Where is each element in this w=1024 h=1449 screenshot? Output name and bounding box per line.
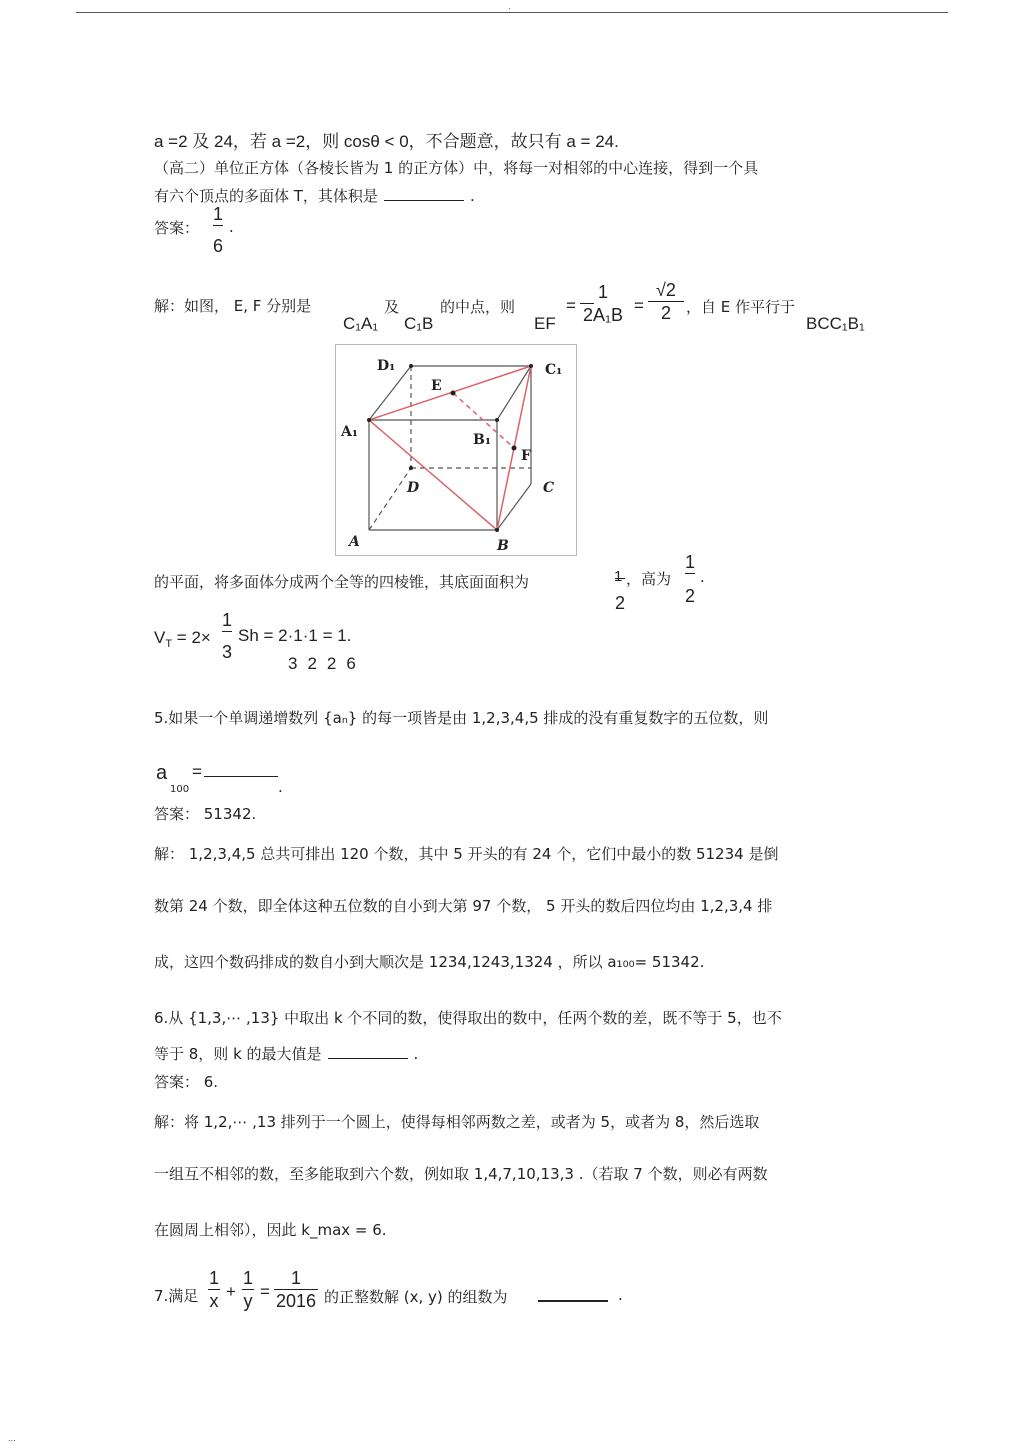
solution-6-c: 在圆周上相邻），因此 k_max = 6.: [154, 1221, 387, 1239]
label-a: A: [349, 534, 360, 550]
point-d1: [409, 364, 413, 368]
fraction-numerator: 1: [242, 1268, 253, 1288]
volume-denominators: 3226: [288, 654, 366, 673]
solution-6-b: 一组互不相邻的数，至多能取到六个数，例如取 1,4,7,10,13,3 .（若取 7 个数，则必有两数: [154, 1165, 768, 1183]
fraction-numerator: 1: [597, 282, 608, 302]
fraction-bar: [685, 573, 695, 574]
label-c: C: [543, 480, 555, 496]
fraction-bar: [222, 631, 232, 632]
header-dot: .: [508, 2, 511, 12]
blank-period: .: [278, 778, 283, 796]
fraction-sqrt2-over-2: [648, 280, 684, 323]
solution-5-b: 数第 24 个数，即全体这种五位数的自小到大第 97 个数， 5 开头的数后四位均由 1,2,3,4 排: [154, 897, 773, 915]
height-label: ，高为: [626, 570, 672, 588]
answer-4-fraction: [208, 204, 228, 256]
fraction-denominator: y: [243, 1291, 253, 1311]
fraction-denominator: 2: [684, 586, 695, 606]
label-e: E: [431, 378, 442, 394]
solution-6-a: 解：将 1,2,⋯ ,13 排列于一个圆上，使得每相邻两数之差，或者为 5，或者为 8，然后选取: [154, 1113, 760, 1131]
volume-label: $V_T = 2\times$: [154, 628, 211, 650]
answer-blank-7: [538, 1286, 608, 1302]
fraction-bar: [274, 1289, 318, 1290]
equals-2: =: [634, 296, 644, 315]
point-b1: [495, 418, 499, 422]
fraction-1-over-2016: [274, 1268, 318, 1311]
label-f: F: [521, 448, 531, 464]
solution-line-1: a =2 及 24，若 a =2，则 cosθ < 0，不合题意，故只有 a = 24.: [154, 132, 619, 151]
fraction-bar: [213, 225, 223, 226]
edge-a1d1: [369, 366, 411, 420]
base-area-numerator: 1: [614, 568, 623, 585]
problem-6-text-2a: 等于 8，则 k 的最大值是: [154, 1045, 322, 1063]
fraction-one-third: [216, 610, 238, 662]
point-c1: [529, 364, 533, 368]
answer-blank: [384, 186, 464, 201]
fraction-height: [680, 552, 700, 606]
label-d1: D₁: [377, 358, 396, 374]
fraction-denominator: 2: [660, 303, 671, 323]
answer-5: 答案： 51342.: [154, 805, 257, 823]
fraction-1-over-y: [238, 1268, 258, 1311]
point-b: [495, 528, 499, 532]
plus-sign: +: [226, 1282, 236, 1301]
figure-border: [336, 345, 577, 556]
height-period: .: [700, 568, 705, 586]
header-rule: [76, 12, 948, 13]
answer-blank-5: [204, 762, 278, 777]
label-d: D: [407, 480, 420, 496]
fraction-1-over-x: [204, 1268, 224, 1311]
fraction-numerator: 1: [684, 552, 695, 572]
fraction-bar: [580, 303, 594, 304]
solution-5-a: 解： 1,2,3,4,5 总共可排出 120 个数，其中 5 开头的有 24 个，它们中最小的数 51234 是倒: [154, 845, 779, 863]
line-a1c1: [369, 366, 531, 420]
solution-4-e: ，自 E 作平行于: [686, 298, 796, 316]
point-f: [512, 446, 517, 451]
problem-5-text: 5.如果一个单调递增数列 {aₙ} 的每一项皆是由 1,2,3,4,5 排成的没有重复数字的五位数，则: [154, 709, 769, 727]
solution-4-base-area: 的平面，将多面体分成两个全等的四棱锥，其底面面积为: [154, 573, 530, 591]
fraction-denominator: 6: [212, 236, 223, 256]
problem-7-text: 的正整数解 (x, y) 的组数为: [324, 1288, 508, 1306]
segment-c1a1: C₁A₁: [343, 314, 379, 333]
fraction-bar: [648, 301, 684, 302]
problem-6-text-1: 6.从 {1,3,⋯ ,13} 中取出 k 个不同的数，使得取出的数中，任两个数的差，既不等于 5，也不: [154, 1009, 782, 1027]
solution-4-b: 及: [384, 298, 400, 316]
label-b1: B₁: [473, 432, 491, 448]
plane-bcc1b1: BCC₁B₁: [806, 314, 865, 333]
solution-4-a: 解：如图， E, F 分别是: [154, 297, 312, 315]
fraction-denominator: 3: [221, 642, 232, 662]
answer-4-label: 答案：: [154, 219, 200, 237]
answer-blank-6: [328, 1044, 408, 1059]
segment-ef: EF: [534, 314, 556, 333]
problem-4-text-2: [154, 186, 475, 206]
edge-ad: [369, 468, 411, 530]
a100-equals: =: [192, 762, 202, 781]
fraction-numerator: 1: [208, 1268, 219, 1288]
solution-4-c: 的中点，则: [440, 298, 516, 316]
a100-subscript: 100: [170, 784, 190, 795]
cube-figure: [335, 344, 577, 556]
fraction-numerator: 1: [290, 1268, 301, 1288]
period: .: [413, 1045, 419, 1063]
segment-c1b: C₁B: [404, 314, 434, 333]
problem-7-label: 7.满足: [154, 1287, 199, 1305]
fraction-numerator: 1: [212, 204, 223, 224]
problem-4-text-1: （高二）单位正方体（各棱长皆为 1 的正方体）中，将每一对相邻的中心连接，得到一个具: [154, 159, 759, 177]
point-a1: [367, 418, 371, 422]
answer-6: 答案： 6.: [154, 1073, 219, 1091]
fraction-denominator: x: [209, 1291, 219, 1311]
problem-7-period: .: [618, 1286, 623, 1304]
point-d: [409, 466, 413, 470]
fraction-numerator: 1: [221, 610, 232, 630]
footer-mark: ...: [8, 1434, 16, 1443]
answer-4-period: .: [229, 218, 234, 236]
fraction-bar: [208, 1289, 220, 1290]
label-b: B: [497, 538, 509, 554]
solution-5-c: 成，这四个数码排成的数自小到大顺次是 1234,1243,1324 ，所以 a₁₀₀= 51342.: [154, 953, 705, 971]
label-c1: C₁: [545, 362, 563, 378]
fraction-1-over-2a1b: [578, 282, 628, 325]
fraction-denominator: 2016: [275, 1291, 317, 1311]
a100-lhs: a: [156, 762, 168, 784]
problem-6-text-2: [154, 1044, 418, 1064]
equals-sign: =: [260, 1282, 270, 1301]
fraction-denominator: 2A₁B: [582, 305, 624, 325]
fraction-denominator: 2: [614, 593, 625, 613]
fraction-bar: [242, 1289, 254, 1290]
period: .: [469, 187, 475, 205]
problem-4-text-2a: 有六个顶点的多面体 T，其体积是: [154, 187, 378, 205]
point-e: [451, 391, 456, 396]
volume-rest: Sh = 2·1·1 = 1.: [238, 626, 352, 645]
fraction-numerator: √2: [656, 280, 676, 300]
cube-diagram: [335, 344, 577, 556]
equals-1: =: [566, 296, 576, 315]
label-a1: A₁: [341, 424, 358, 440]
